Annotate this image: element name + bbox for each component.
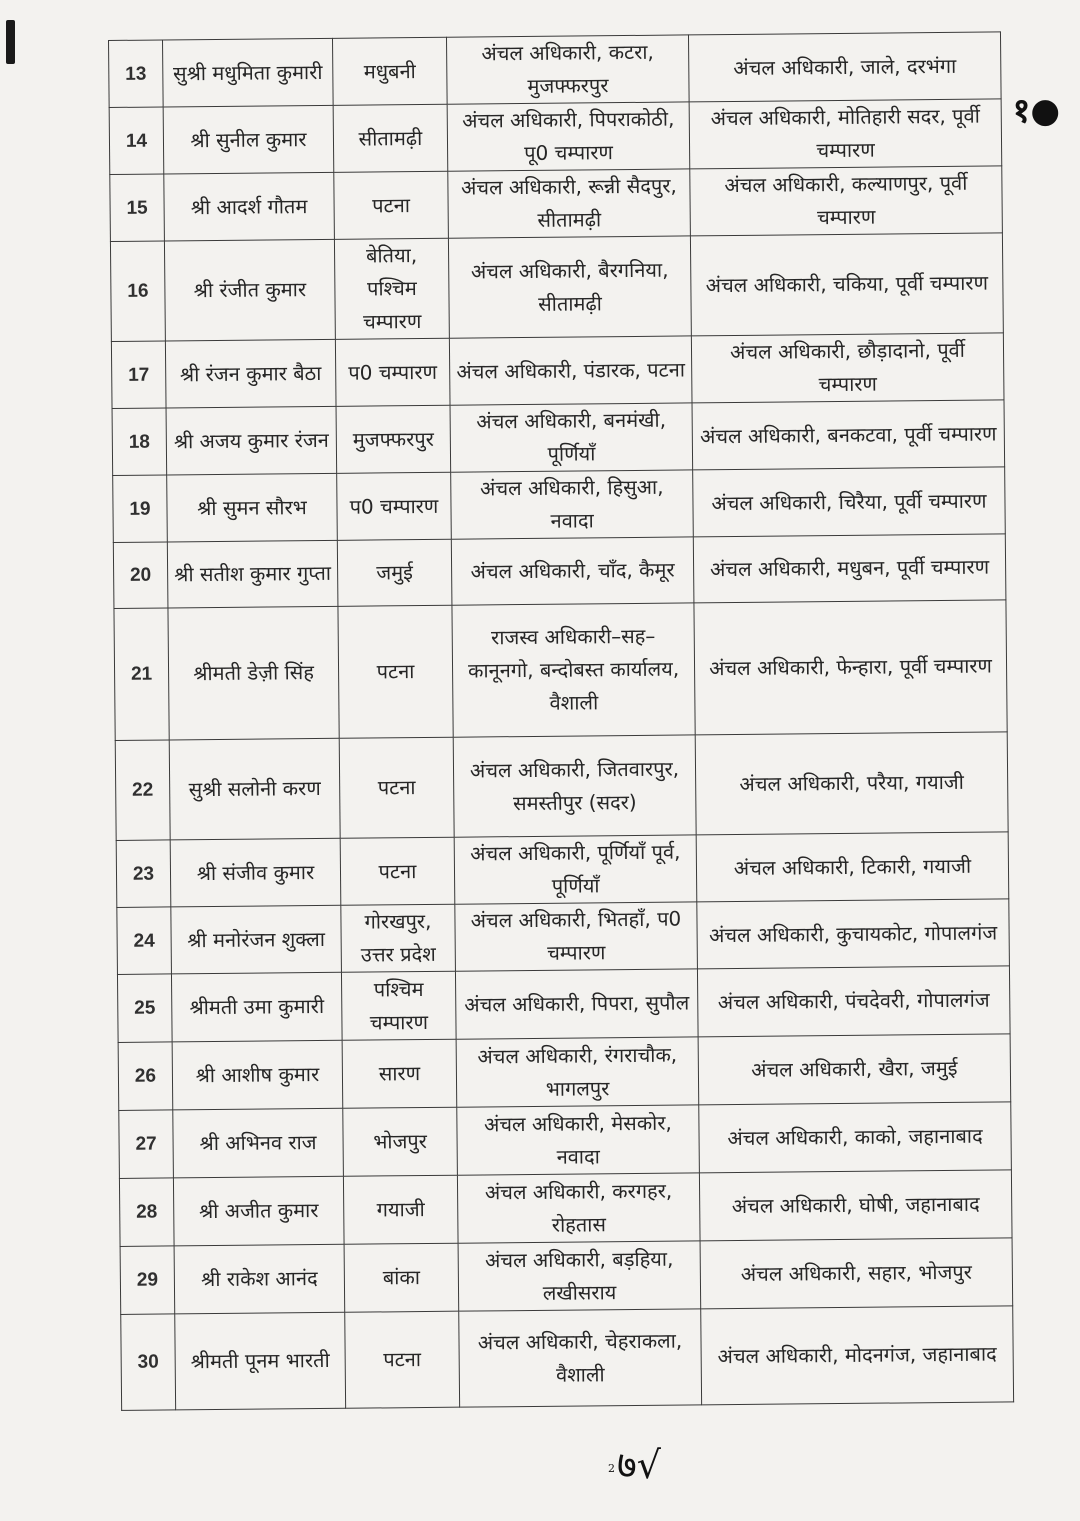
table-row — [119, 1102, 1012, 1179]
new-posting-cell: अंचल अधिकारी, पंचदेवरी, गोपालगंज — [697, 966, 1010, 1037]
table-row — [117, 899, 1010, 975]
table-row — [118, 1034, 1011, 1111]
home-district-cell: प0 चम्पारण — [337, 472, 452, 540]
page-mark-text: ७√ — [617, 1443, 661, 1487]
serial-number-cell: 25 — [117, 974, 172, 1043]
new-posting-cell: अंचल अधिकारी, कुचायकोट, गोपालगंज — [697, 899, 1010, 969]
table-row — [119, 1170, 1012, 1247]
officer-name-cell: सुश्री मधुमिता कुमारी — [163, 38, 334, 107]
new-posting-cell: अंचल अधिकारी, कल्याणपुर, पूर्वी चम्पारण — [690, 166, 1003, 236]
serial-number-cell: 18 — [112, 408, 167, 476]
current-posting-cell: अंचल अधिकारी, चेहराकला, वैशाली — [459, 1309, 702, 1407]
home-district-cell: गयाजी — [343, 1175, 458, 1244]
home-district-cell: मुजफ्फरपुर — [336, 405, 451, 473]
current-posting-cell: अंचल अधिकारी, भितहाँ, प0 चम्पारण — [455, 902, 698, 971]
new-posting-cell: अंचल अधिकारी, चकिया, पूर्वी चम्पारण — [690, 233, 1003, 336]
serial-number-cell: 26 — [118, 1042, 173, 1111]
table-row — [113, 467, 1006, 543]
transfer-posting-table — [108, 31, 1014, 1411]
new-posting-cell: अंचल अधिकारी, मधुबन, पूर्वी चम्पारण — [693, 534, 1006, 603]
home-district-cell: पटना — [345, 1311, 460, 1408]
table-row — [110, 166, 1003, 242]
new-posting-cell: अंचल अधिकारी, सहार, भोजपुर — [700, 1238, 1013, 1309]
home-district-cell: मधुबनी — [332, 37, 447, 105]
current-posting-cell: अंचल अधिकारी, करगहर, रोहतास — [457, 1173, 700, 1243]
table-row — [109, 99, 1002, 175]
new-posting-cell: अंचल अधिकारी, परैया, गयाजी — [695, 732, 1008, 835]
serial-number-cell: 17 — [111, 341, 166, 409]
current-posting-cell: अंचल अधिकारी, पिपरा, सुपौल — [455, 969, 698, 1039]
officer-name-cell: श्रीमती डेज़ी सिंह — [168, 606, 339, 740]
officer-name-cell: श्री सुनील कुमार — [163, 105, 334, 174]
current-posting-cell: अंचल अधिकारी, चाँद, कैमूर — [451, 537, 694, 605]
serial-number-cell: 16 — [110, 241, 165, 342]
table-row — [111, 333, 1004, 409]
current-posting-cell: अंचल अधिकारी, बैरगनिया, सीतामढ़ी — [448, 236, 691, 338]
current-posting-cell: अंचल अधिकारी, पूर्णियाँ पूर्व, पूर्णियाँ — [454, 835, 697, 904]
serial-number-cell: 23 — [116, 840, 171, 908]
new-posting-cell: अंचल अधिकारी, घोषी, जहानाबाद — [699, 1170, 1012, 1241]
current-posting-cell: अंचल अधिकारी, हिसुआ, नवादा — [451, 470, 694, 539]
table-row — [114, 600, 1007, 741]
serial-number-cell: 22 — [115, 740, 170, 841]
current-posting-cell: राजस्व अधिकारी–सह–कानूनगो, बन्दोबस्त कार्यालय, वैशाली — [452, 603, 695, 737]
current-posting-cell: अंचल अधिकारी, बड़हिया, लखीसराय — [458, 1241, 701, 1311]
table-row — [115, 732, 1008, 841]
officer-name-cell: श्री सतीश कुमार गुप्ता — [167, 540, 338, 608]
officer-name-cell: श्री आदर्श गौतम — [164, 172, 335, 241]
officer-name-cell: श्री अजीत कुमार — [173, 1176, 344, 1246]
home-district-cell: जमुई — [337, 539, 452, 606]
home-district-cell: सीतामढ़ी — [333, 104, 448, 172]
home-district-cell: पश्चिम चम्पारण — [341, 971, 456, 1040]
new-posting-cell: अंचल अधिकारी, काको, जहानाबाद — [699, 1102, 1012, 1173]
current-posting-cell: अंचल अधिकारी, कटरा, मुजफ्फरपुर — [446, 35, 689, 104]
officer-name-cell: श्रीमती पूनम भारती — [175, 1312, 346, 1410]
home-district-cell: पटना — [340, 837, 455, 905]
home-district-cell: बांका — [344, 1243, 459, 1312]
officer-name-cell: श्रीमती उमा कुमारी — [171, 972, 342, 1042]
table-row — [117, 966, 1010, 1043]
current-posting-cell: अंचल अधिकारी, रंगराचौक, भागलपुर — [456, 1037, 699, 1107]
officer-name-cell: श्री अजय कुमार रंजन — [166, 406, 337, 475]
table-row — [116, 832, 1009, 908]
serial-number-cell: 20 — [113, 542, 168, 609]
home-district-cell: सारण — [342, 1039, 457, 1108]
home-district-cell: बेतिया, पश्चिम चम्पारण — [334, 238, 449, 339]
table-body — [109, 32, 1014, 1410]
current-posting-cell: अंचल अधिकारी, रून्नी सैदपुर, सीतामढ़ी — [448, 169, 691, 238]
serial-number-cell: 29 — [120, 1246, 175, 1315]
table-row — [121, 1306, 1014, 1411]
serial-number-cell: 14 — [109, 107, 164, 175]
serial-number-cell: 13 — [109, 40, 164, 108]
table-row — [113, 534, 1006, 609]
current-posting-cell: अंचल अधिकारी, बनमंखी, पूर्णियाँ — [450, 403, 693, 472]
current-posting-cell: अंचल अधिकारी, पंडारक, पटना — [449, 336, 692, 405]
new-posting-cell: अंचल अधिकारी, छौड़ादानो, पूर्वी चम्पारण — [691, 333, 1004, 403]
serial-number-cell: 30 — [121, 1314, 176, 1411]
page-number-mark — [608, 1438, 661, 1490]
new-posting-cell: अंचल अधिकारी, जाले, दरभंगा — [688, 32, 1001, 102]
officer-name-cell: श्री संजीव कुमार — [170, 838, 341, 907]
page-mark-small: 2 — [608, 1462, 615, 1475]
margin-mark: १● — [1012, 91, 1060, 131]
scan-edge-mark — [6, 20, 15, 64]
home-district-cell: पटना — [339, 737, 454, 838]
current-posting-cell: अंचल अधिकारी, मेसकोर, नवादा — [457, 1105, 700, 1175]
home-district-cell: पटना — [334, 171, 449, 239]
current-posting-cell: अंचल अधिकारी, पिपराकोठी, पू0 चम्पारण — [447, 102, 690, 171]
new-posting-cell: अंचल अधिकारी, खैरा, जमुई — [698, 1034, 1011, 1105]
officer-name-cell: श्री सुमन सौरभ — [167, 473, 338, 542]
serial-number-cell: 15 — [110, 174, 165, 242]
officer-name-cell: सुश्री सलोनी करण — [169, 738, 340, 840]
officer-name-cell: श्री रंजीत कुमार — [164, 239, 335, 341]
table-row — [109, 32, 1002, 108]
serial-number-cell: 24 — [117, 907, 172, 975]
new-posting-cell: अंचल अधिकारी, बनकटवा, पूर्वी चम्पारण — [692, 400, 1005, 470]
home-district-cell: प0 चम्पारण — [335, 338, 450, 406]
officer-name-cell: श्री रंजन कुमार बैठा — [165, 339, 336, 408]
home-district-cell: पटना — [338, 605, 453, 738]
new-posting-cell: अंचल अधिकारी, फेन्हारा, पूर्वी चम्पारण — [694, 600, 1007, 735]
table-row — [112, 400, 1005, 476]
serial-number-cell: 21 — [114, 608, 169, 741]
new-posting-cell: अंचल अधिकारी, टिकारी, गयाजी — [696, 832, 1009, 902]
home-district-cell: भोजपुर — [343, 1107, 458, 1176]
new-posting-cell: अंचल अधिकारी, चिरैया, पूर्वी चम्पारण — [693, 467, 1006, 537]
serial-number-cell: 19 — [113, 475, 168, 543]
officer-name-cell: श्री राकेश आनंद — [174, 1244, 345, 1314]
home-district-cell: गोरखपुर, उत्तर प्रदेश — [341, 904, 456, 972]
current-posting-cell: अंचल अधिकारी, जितवारपुर, समस्तीपुर (सदर) — [453, 735, 696, 837]
serial-number-cell: 27 — [119, 1110, 174, 1179]
new-posting-cell: अंचल अधिकारी, मोदनगंज, जहानाबाद — [701, 1306, 1014, 1405]
serial-number-cell: 28 — [119, 1178, 174, 1247]
new-posting-cell: अंचल अधिकारी, मोतिहारी सदर, पूर्वी चम्पारण — [689, 99, 1002, 169]
officer-name-cell: श्री मनोरंजन शुक्ला — [171, 905, 342, 974]
table-row — [110, 233, 1003, 342]
officer-name-cell: श्री आशीष कुमार — [172, 1040, 343, 1110]
officer-name-cell: श्री अभिनव राज — [173, 1108, 344, 1178]
table-row — [120, 1238, 1013, 1315]
